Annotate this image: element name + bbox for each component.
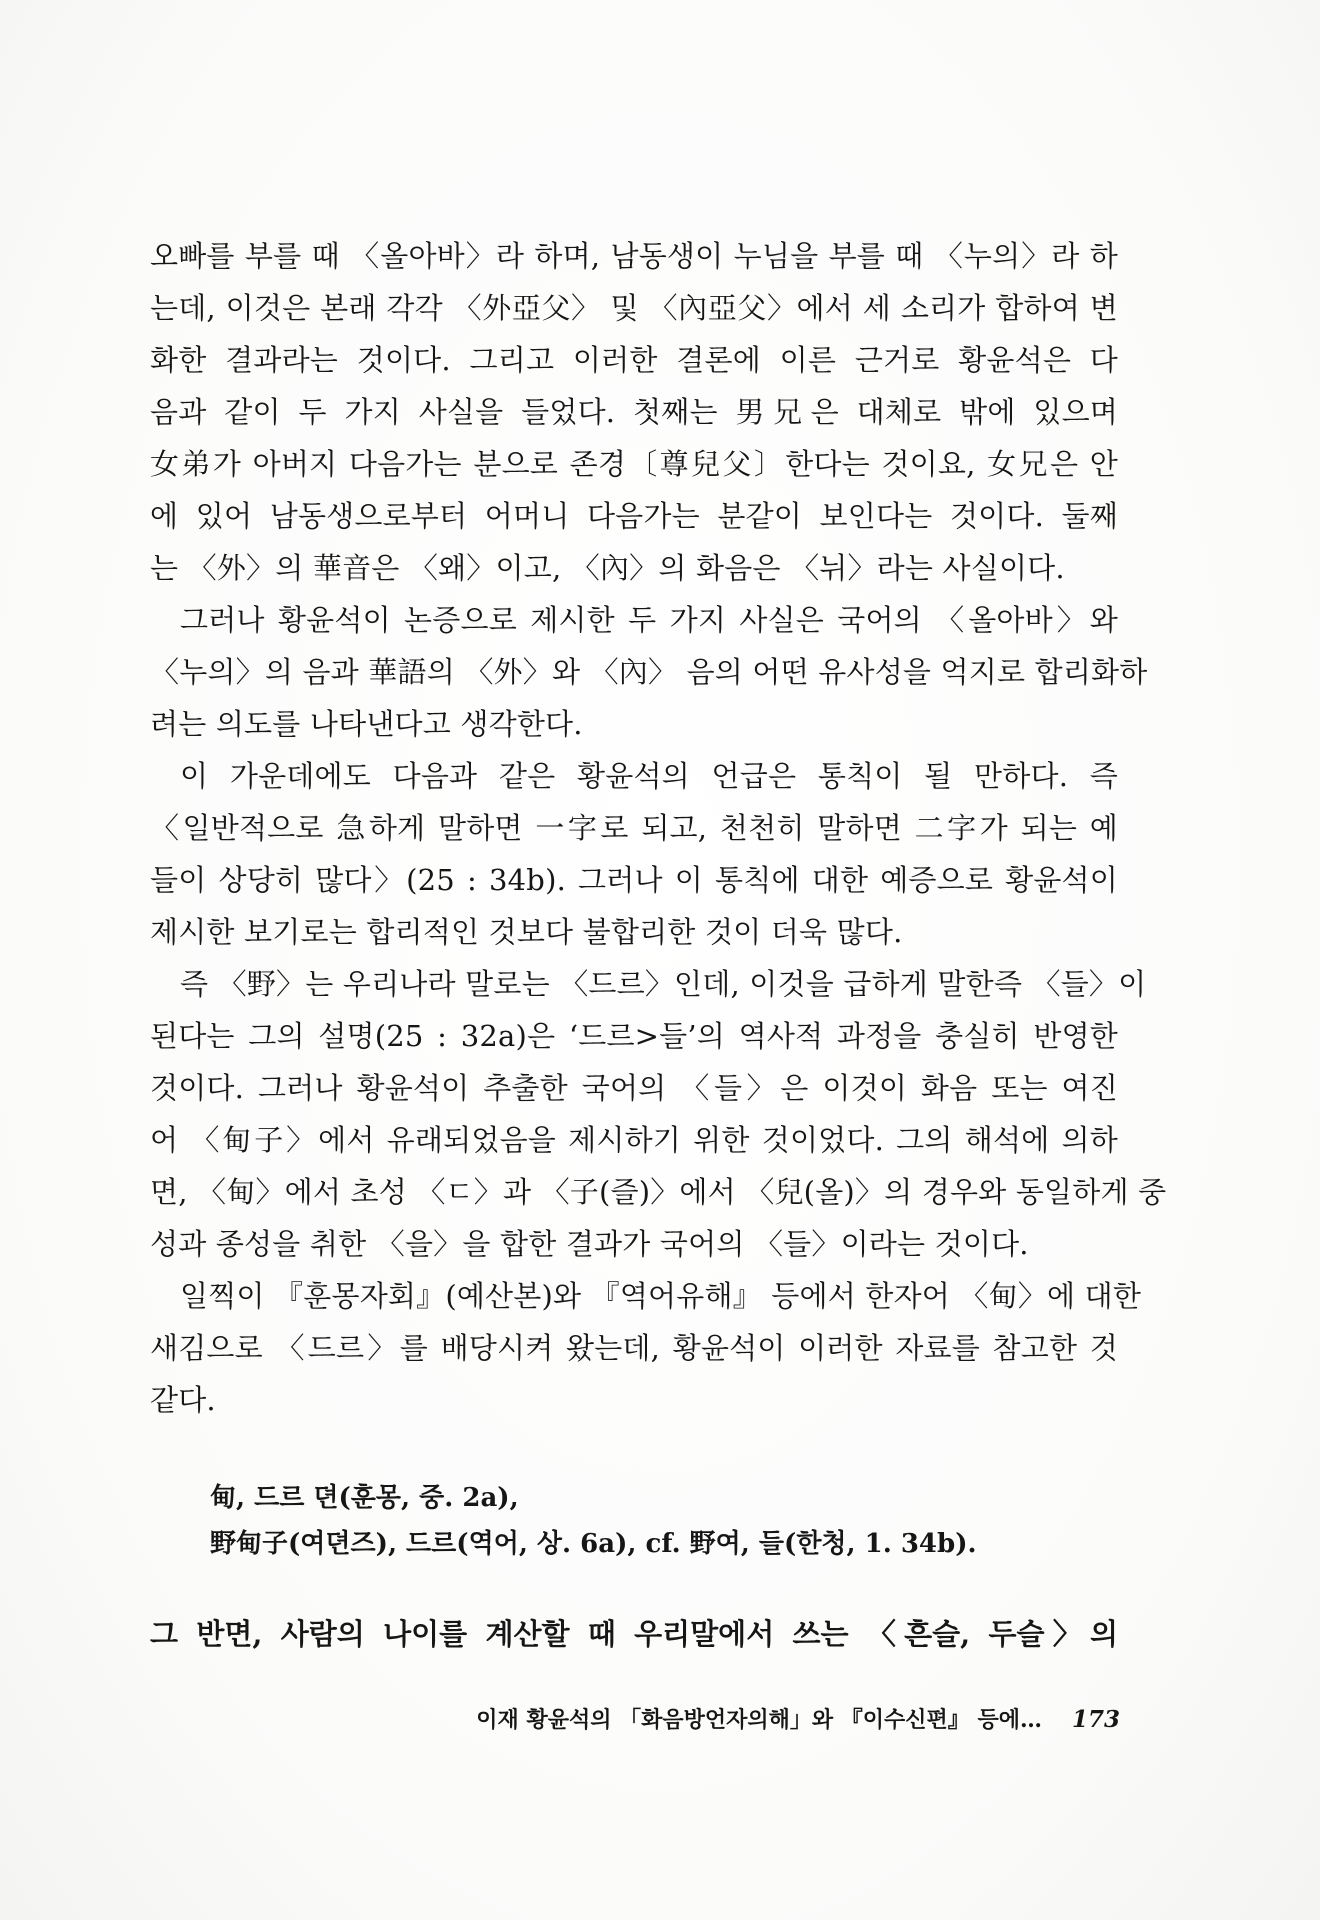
text-line: 女弟가 아버지 다음가는 분으로 존경〔尊兒父〕한다는 것이요, 女兄은 안 [150, 447, 1118, 481]
running-title: 이재 황윤석의 「화음방언자의해」와 『이수신편』 등에… [476, 1707, 1042, 1733]
text-line: 된다는 그의 설명(25 : 32a)은 ‘드르>들’의 역사적 과정을 충실히 반영한 [150, 1019, 1118, 1053]
text-line: 그러나 황윤석이 논증으로 제시한 두 가지 사실은 국어의 〈올아바〉와 [180, 603, 1118, 637]
text-line: 것이다. 그러나 황윤석이 추출한 국어의 〈들〉은 이것이 화음 또는 여진 [150, 1071, 1118, 1105]
text-line: 오빠를 부를 때 〈올아바〉라 하며, 남동생이 누님을 부를 때 〈누의〉라 하 [150, 239, 1118, 273]
text-line: 제시한 보기로는 합리적인 것보다 불합리한 것이 더욱 많다. [150, 915, 903, 949]
closing-sentence: 그 반면, 사람의 나이를 계산할 때 우리말에서 쓰는 〈흔슬, 두슬〉의 [150, 1617, 1118, 1651]
text-line: 〈누의〉의 음과 華語의 〈外〉와 〈內〉 음의 어떤 유사성을 억지로 합리화하 [150, 655, 1148, 689]
page-footer [400, 1700, 1120, 1740]
text-line: 즉 〈野〉는 우리나라 말로는 〈드르〉인데, 이것을 급하게 말한즉 〈들〉이 [180, 967, 1147, 1001]
text-line: 는데, 이것은 본래 각각 〈外亞父〉 및 〈內亞父〉에서 세 소리가 합하여 변 [150, 291, 1118, 325]
text-line: 려는 의도를 나타낸다고 생각한다. [150, 707, 583, 741]
text-line: 들이 상당히 많다〉(25 : 34b). 그러나 이 통칙에 대한 예증으로 황윤석이 [150, 863, 1118, 897]
example-line: 甸, 드르 뎐(훈몽, 중. 2a), [210, 1483, 519, 1513]
text-line: 음과 같이 두 가지 사실을 들었다. 첫째는 男兄은 대체로 밖에 있으며 [150, 395, 1118, 429]
text-line: 일찍이 『훈몽자회』(예산본)와 『역어유해』 등에서 한자어 〈甸〉에 대한 [180, 1279, 1142, 1313]
text-line: 성과 종성을 취한 〈을〉을 합한 결과가 국어의 〈들〉이라는 것이다. [150, 1227, 1029, 1261]
text-line: 화한 결과라는 것이다. 그리고 이러한 결론에 이른 근거로 황윤석은 다 [150, 343, 1118, 377]
text-line: 같다. [150, 1383, 216, 1417]
text-line: 는 〈外〉의 華音은 〈왜〉이고, 〈內〉의 화음은 〈뉘〉라는 사실이다. [150, 551, 1065, 585]
text-line: 이 가운데에도 다음과 같은 황윤석의 언급은 통칙이 될 만하다. 즉 [180, 759, 1118, 793]
text-line: 〈일반적으로 急하게 말하면 一字로 되고, 천천히 말하면 二字가 되는 예 [150, 811, 1118, 845]
example-line: 野甸子(여뎐즈), 드르(역어, 상. 6a), cf. 野여, 들(한청, 1. 34b). [210, 1529, 977, 1559]
text-line: 새김으로 〈드르〉를 배당시켜 왔는데, 황윤석이 이러한 자료를 참고한 것 [150, 1331, 1118, 1365]
body-text [150, 230, 1167, 1426]
text-line: 에 있어 남동생으로부터 어머니 다음가는 분같이 보인다는 것이다. 둘째 [150, 499, 1118, 533]
text-line: 면, 〈甸〉에서 초성 〈ㄷ〉과 〈子(즐)〉에서 〈兒(올)〉의 경우와 동일하게 중 [150, 1175, 1167, 1209]
text-line: 어 〈甸子〉에서 유래되었음을 제시하기 위한 것이었다. 그의 해석에 의하 [150, 1123, 1118, 1157]
example-citations [210, 1475, 1090, 1567]
page-number: 173 [1071, 1706, 1120, 1733]
